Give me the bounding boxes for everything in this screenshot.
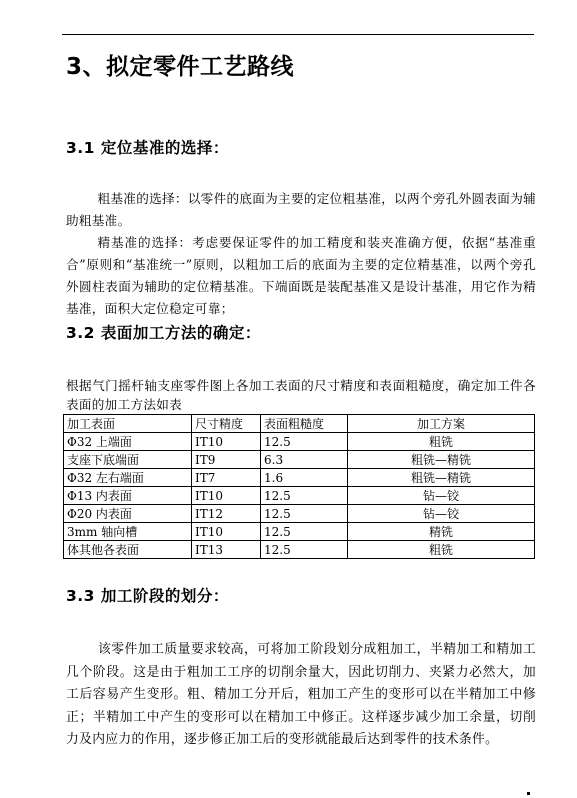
- cell-surface: 支座下底端面: [64, 451, 192, 469]
- section-heading-3-1: 3.1 定位基准的选择：: [66, 139, 229, 157]
- cell-roughness: 12.5: [261, 433, 348, 451]
- table-row: [64, 505, 535, 523]
- cell-scheme: 精铣: [348, 523, 535, 541]
- cell-accuracy: IT10: [192, 433, 261, 451]
- section-heading-3-3: 3.3 加工阶段的划分：: [66, 587, 229, 605]
- table-row: [64, 541, 535, 559]
- header-accuracy: 尺寸精度: [192, 415, 261, 433]
- section-3-1-body: [66, 188, 536, 320]
- paragraph-stage-division: 该零件加工质量要求较高，可将加工阶段划分成粗加工，半精加工和精加工几个阶段。这是由于粗加工工序的切削余量大，因此切削力、夹紧力必然大，加工后容易产生变形。粗、精加工分开后，粗加工产生的变形可以在半精加工中修正；半精加工中产生的变形可以在精加工中修正。这样逐步减少加工余量，切削力及内应力的作用，逐步修正加工后的变形就能最后达到零件的技术条件。: [66, 642, 536, 747]
- section-3-3-body: [66, 639, 536, 752]
- table-row: [64, 523, 535, 541]
- cell-roughness: 12.5: [261, 541, 348, 559]
- page-mark: [527, 792, 530, 795]
- cell-roughness: 1.6: [261, 469, 348, 487]
- table-header-row: [64, 415, 535, 433]
- header-roughness: 表面粗糙度: [261, 415, 348, 433]
- cell-scheme: 粗铣—精铣: [348, 469, 535, 487]
- cell-roughness: 12.5: [261, 523, 348, 541]
- cell-roughness: 12.5: [261, 505, 348, 523]
- cell-scheme: 粗铣—精铣: [348, 451, 535, 469]
- cell-scheme: 粗铣: [348, 541, 535, 559]
- cell-surface: Φ32 上端面: [64, 433, 192, 451]
- cell-scheme: 钻—铰: [348, 505, 535, 523]
- table-row: [64, 469, 535, 487]
- cell-accuracy: IT10: [192, 487, 261, 505]
- cell-roughness: 6.3: [261, 451, 348, 469]
- cell-accuracy: IT12: [192, 505, 261, 523]
- table-row: [64, 487, 535, 505]
- cell-surface: Φ13 内表面: [64, 487, 192, 505]
- cell-scheme: 粗铣: [348, 433, 535, 451]
- cell-surface: Φ32 左右端面: [64, 469, 192, 487]
- header-surface: 加工表面: [64, 415, 192, 433]
- machining-method-table: [63, 414, 535, 559]
- paragraph-coarse-datum: 粗基准的选择：以零件的底面为主要的定位粗基准，以两个旁孔外圆表面为辅助粗基准。: [66, 191, 536, 228]
- header-scheme: 加工方案: [348, 415, 535, 433]
- cell-accuracy: IT7: [192, 469, 261, 487]
- paragraph-table-intro: 根据气门摇杆轴支座零件图上各加工表面的尺寸精度和表面粗糙度，确定加工件各表面的加工方法如表: [66, 378, 536, 412]
- cell-accuracy: IT10: [192, 523, 261, 541]
- page-title: 3、拟定零件工艺路线: [66, 54, 295, 80]
- cell-accuracy: IT13: [192, 541, 261, 559]
- cell-surface: Φ20 内表面: [64, 505, 192, 523]
- section-3-2-intro: [66, 376, 536, 414]
- table-row: [64, 433, 535, 451]
- top-rule: [62, 34, 534, 35]
- cell-surface: 3mm 轴向槽: [64, 523, 192, 541]
- cell-surface: 体其他各表面: [64, 541, 192, 559]
- cell-roughness: 12.5: [261, 487, 348, 505]
- section-heading-3-2: 3.2 表面加工方法的确定：: [66, 324, 261, 342]
- table-row: [64, 451, 535, 469]
- paragraph-fine-datum: 精基准的选择：考虑要保证零件的加工精度和装夹准确方便，依据“基准重合”原则和“基准统一”原则，以粗加工后的底面为主要的定位精基准，以两个旁孔外圆柱表面为辅助的定位精基准。下端面既是装配基准又是设计基准，用它作为精基准，面积大定位稳定可靠；: [66, 235, 536, 316]
- cell-scheme: 钻—铰: [348, 487, 535, 505]
- cell-accuracy: IT9: [192, 451, 261, 469]
